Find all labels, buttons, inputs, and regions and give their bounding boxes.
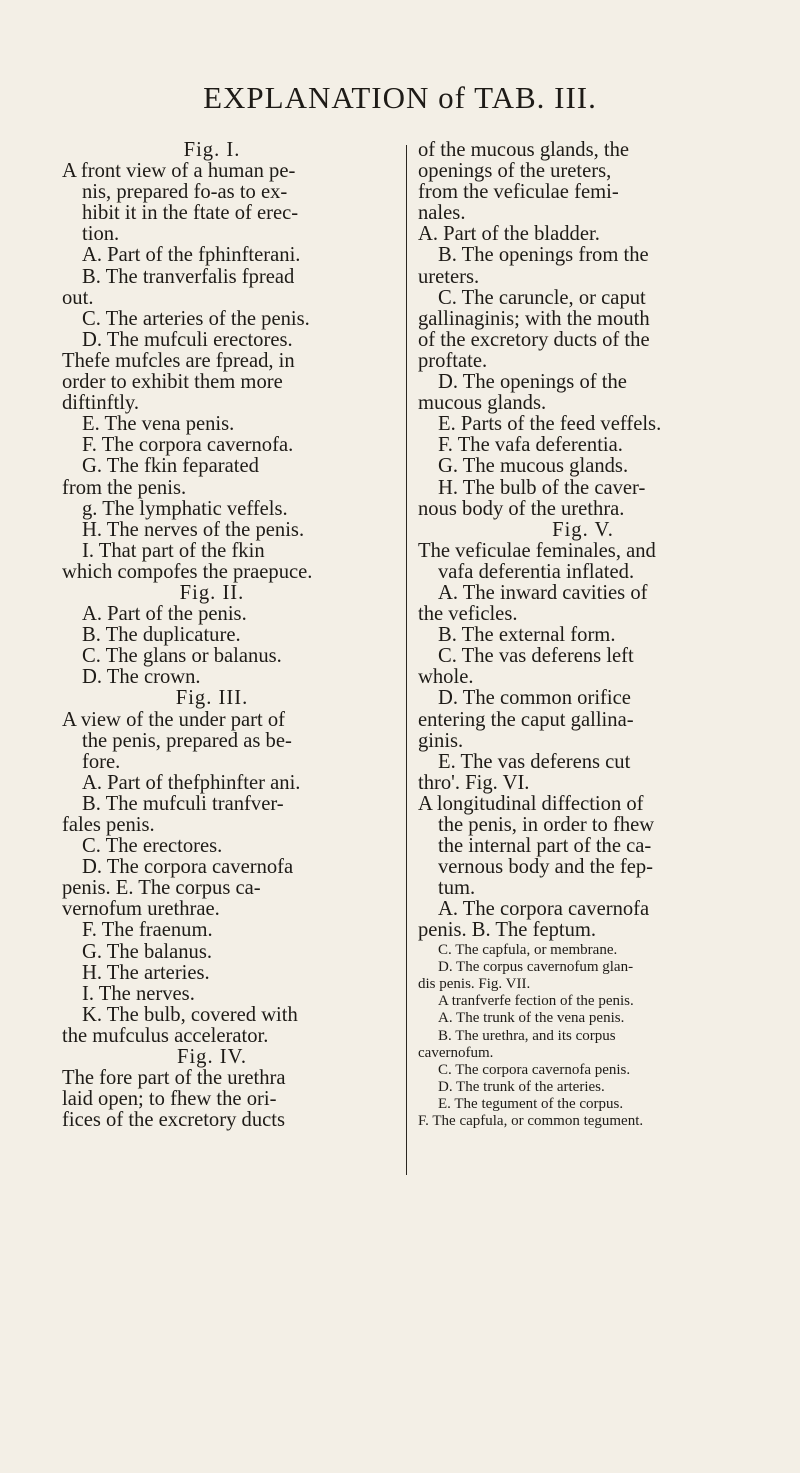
text-line: A tranfverfe fection of the penis. [438,993,634,1010]
text-line: A. The corpora cavernofa [438,898,650,921]
text-line: B. The openings from the [438,244,649,267]
column-divider [406,145,407,1175]
text-line: H. The arteries. [82,961,210,984]
text-line: diftinftly. [62,392,140,415]
figure-heading: Fig. II. [179,581,245,604]
figure-heading: Fig. III. [175,687,249,710]
text-line: E. The vas deferens cut [438,750,631,773]
text-line: D. The corpora cavernofa [82,856,294,879]
text-line: A. Part of thefphinfter ani. [82,771,301,794]
text-line: E. The tegument of the corpus. [438,1096,624,1113]
text-line: E. The vena penis. [82,413,235,436]
text-line: A. Part of the fphinfterani. [82,244,301,267]
figure-heading: Fig. V. [552,518,614,541]
text-line: B. The urethra, and its corpus [438,1027,616,1044]
text-line: the penis, prepared as be- [82,729,292,752]
text-line: G. The fkin feparated [82,455,259,478]
text-line: A. Part of the bladder. [418,223,600,246]
text-line: B. The mufculi tranfver- [82,792,284,815]
text-line: vernofum urethrae. [62,898,220,921]
text-line: penis. E. The corpus ca- [62,877,261,900]
text-line: K. The bulb, covered with [82,1003,298,1026]
text-line: hibit it in the ftate of erec- [82,202,299,225]
text-line: B. The tranverfalis fpread [82,265,295,288]
text-line: D. The common orifice [438,687,631,710]
text-line: thro'. Fig. VI. [418,771,530,794]
text-line: tion. [82,223,120,246]
text-line: nous body of the urethra. [418,497,625,520]
text-line: H. The bulb of the caver- [438,476,646,499]
text-line: G. The mucous glands. [438,455,629,478]
text-line: The fore part of the urethra [62,1067,286,1090]
text-line: F. The fraenum. [82,919,213,942]
text-line: C. The arteries of the penis. [82,307,310,330]
text-line: cavernofum. [418,1044,494,1061]
text-line: D. The crown. [82,666,201,689]
text-line: F. The vafa deferentia. [438,434,623,457]
text-line: ureters. [418,265,480,288]
text-line: the penis, in order to fhew [438,814,655,836]
text-line: penis. B. The feptum. [418,919,597,942]
text-line: C. The capfula, or membrane. [438,941,618,958]
text-line: fore. [82,750,121,773]
page-title: EXPLANATION of TAB. III. [203,80,597,115]
text-line: A longitudinal diffection of [418,792,644,815]
text-line: D. The trunk of the arteries. [438,1079,605,1096]
text-line: Thefe mufcles are fpread, in [62,349,295,372]
text-line: g. The lymphatic veffels. [82,497,288,520]
text-line: I. That part of the fkin [82,539,265,562]
text-line: vafa deferentia inflated. [438,560,635,583]
text-line: I. The nerves. [82,982,195,1005]
text-line: openings of the ureters, [418,160,612,183]
text-line: laid open; to fhew the ori- [62,1088,277,1111]
text-line: tum. [438,877,476,900]
right-column [418,140,748,1131]
text-line: C. The corpora cavernofa penis. [438,1061,631,1078]
text-line: B. The external form. [438,624,616,647]
text-line: A. The inward cavities of [438,581,648,604]
text-line: G. The balanus. [82,940,213,963]
text-line: D. The corpus cavernofum glan- [438,958,634,975]
figure-heading: Fig. I. [183,139,241,161]
text-line: ginis. [418,729,464,752]
text-line: dis penis. Fig. VII. [418,975,531,992]
text-line: C. The glans or balanus. [82,645,282,668]
text-line: of the mucous glands, the [418,139,630,161]
text-line: vernous body and the fep- [438,856,654,879]
text-line: whole. [418,666,474,689]
text-line: fices of the excretory ducts [62,1109,286,1132]
text-line: from the penis. [62,476,187,499]
text-line: which compofes the praepuce. [62,560,313,583]
text-line: nales. [418,202,466,225]
text-line: entering the caput gallina- [418,708,634,731]
text-line: F. The corpora cavernofa. [82,434,294,457]
text-line: A. Part of the penis. [82,603,247,626]
text-line: B. The duplicature. [82,624,241,647]
text-line: D. The openings of the [438,371,627,394]
text-line: F. The capfula, or common tegument. [418,1113,644,1130]
text-line: fales penis. [62,814,155,836]
text-line: A. The trunk of the vena penis. [438,1010,625,1027]
text-line: of the excretory ducts of the [418,328,650,351]
text-line: The veficulae feminales, and [418,539,656,562]
text-line: from the veficulae femi- [418,181,619,204]
text-line: proftate. [418,349,488,372]
text-line: the mufculus accelerator. [62,1024,269,1047]
text-line: gallinaginis; with the mouth [418,307,650,330]
text-line: order to exhibit them more [62,371,283,394]
text-line: A view of the under part of [62,708,286,731]
text-line: C. The vas deferens left [438,645,634,668]
text-line: mucous glands. [418,392,547,415]
text-line: E. Parts of the feed veffels. [438,413,662,436]
text-line: D. The mufculi erectores. [82,328,293,351]
left-column [62,140,402,1131]
text-line: nis, prepared fo-as to ex- [82,181,288,204]
figure-heading: Fig. IV. [177,1046,247,1069]
text-line: out. [62,286,94,309]
text-line: the internal part of the ca- [438,835,652,858]
text-line: H. The nerves of the penis. [82,518,305,541]
text-line: C. The erectores. [82,835,223,858]
text-line: C. The caruncle, or caput [438,286,646,309]
text-line: the veficles. [418,603,518,626]
text-line: A front view of a human pe- [62,160,296,183]
